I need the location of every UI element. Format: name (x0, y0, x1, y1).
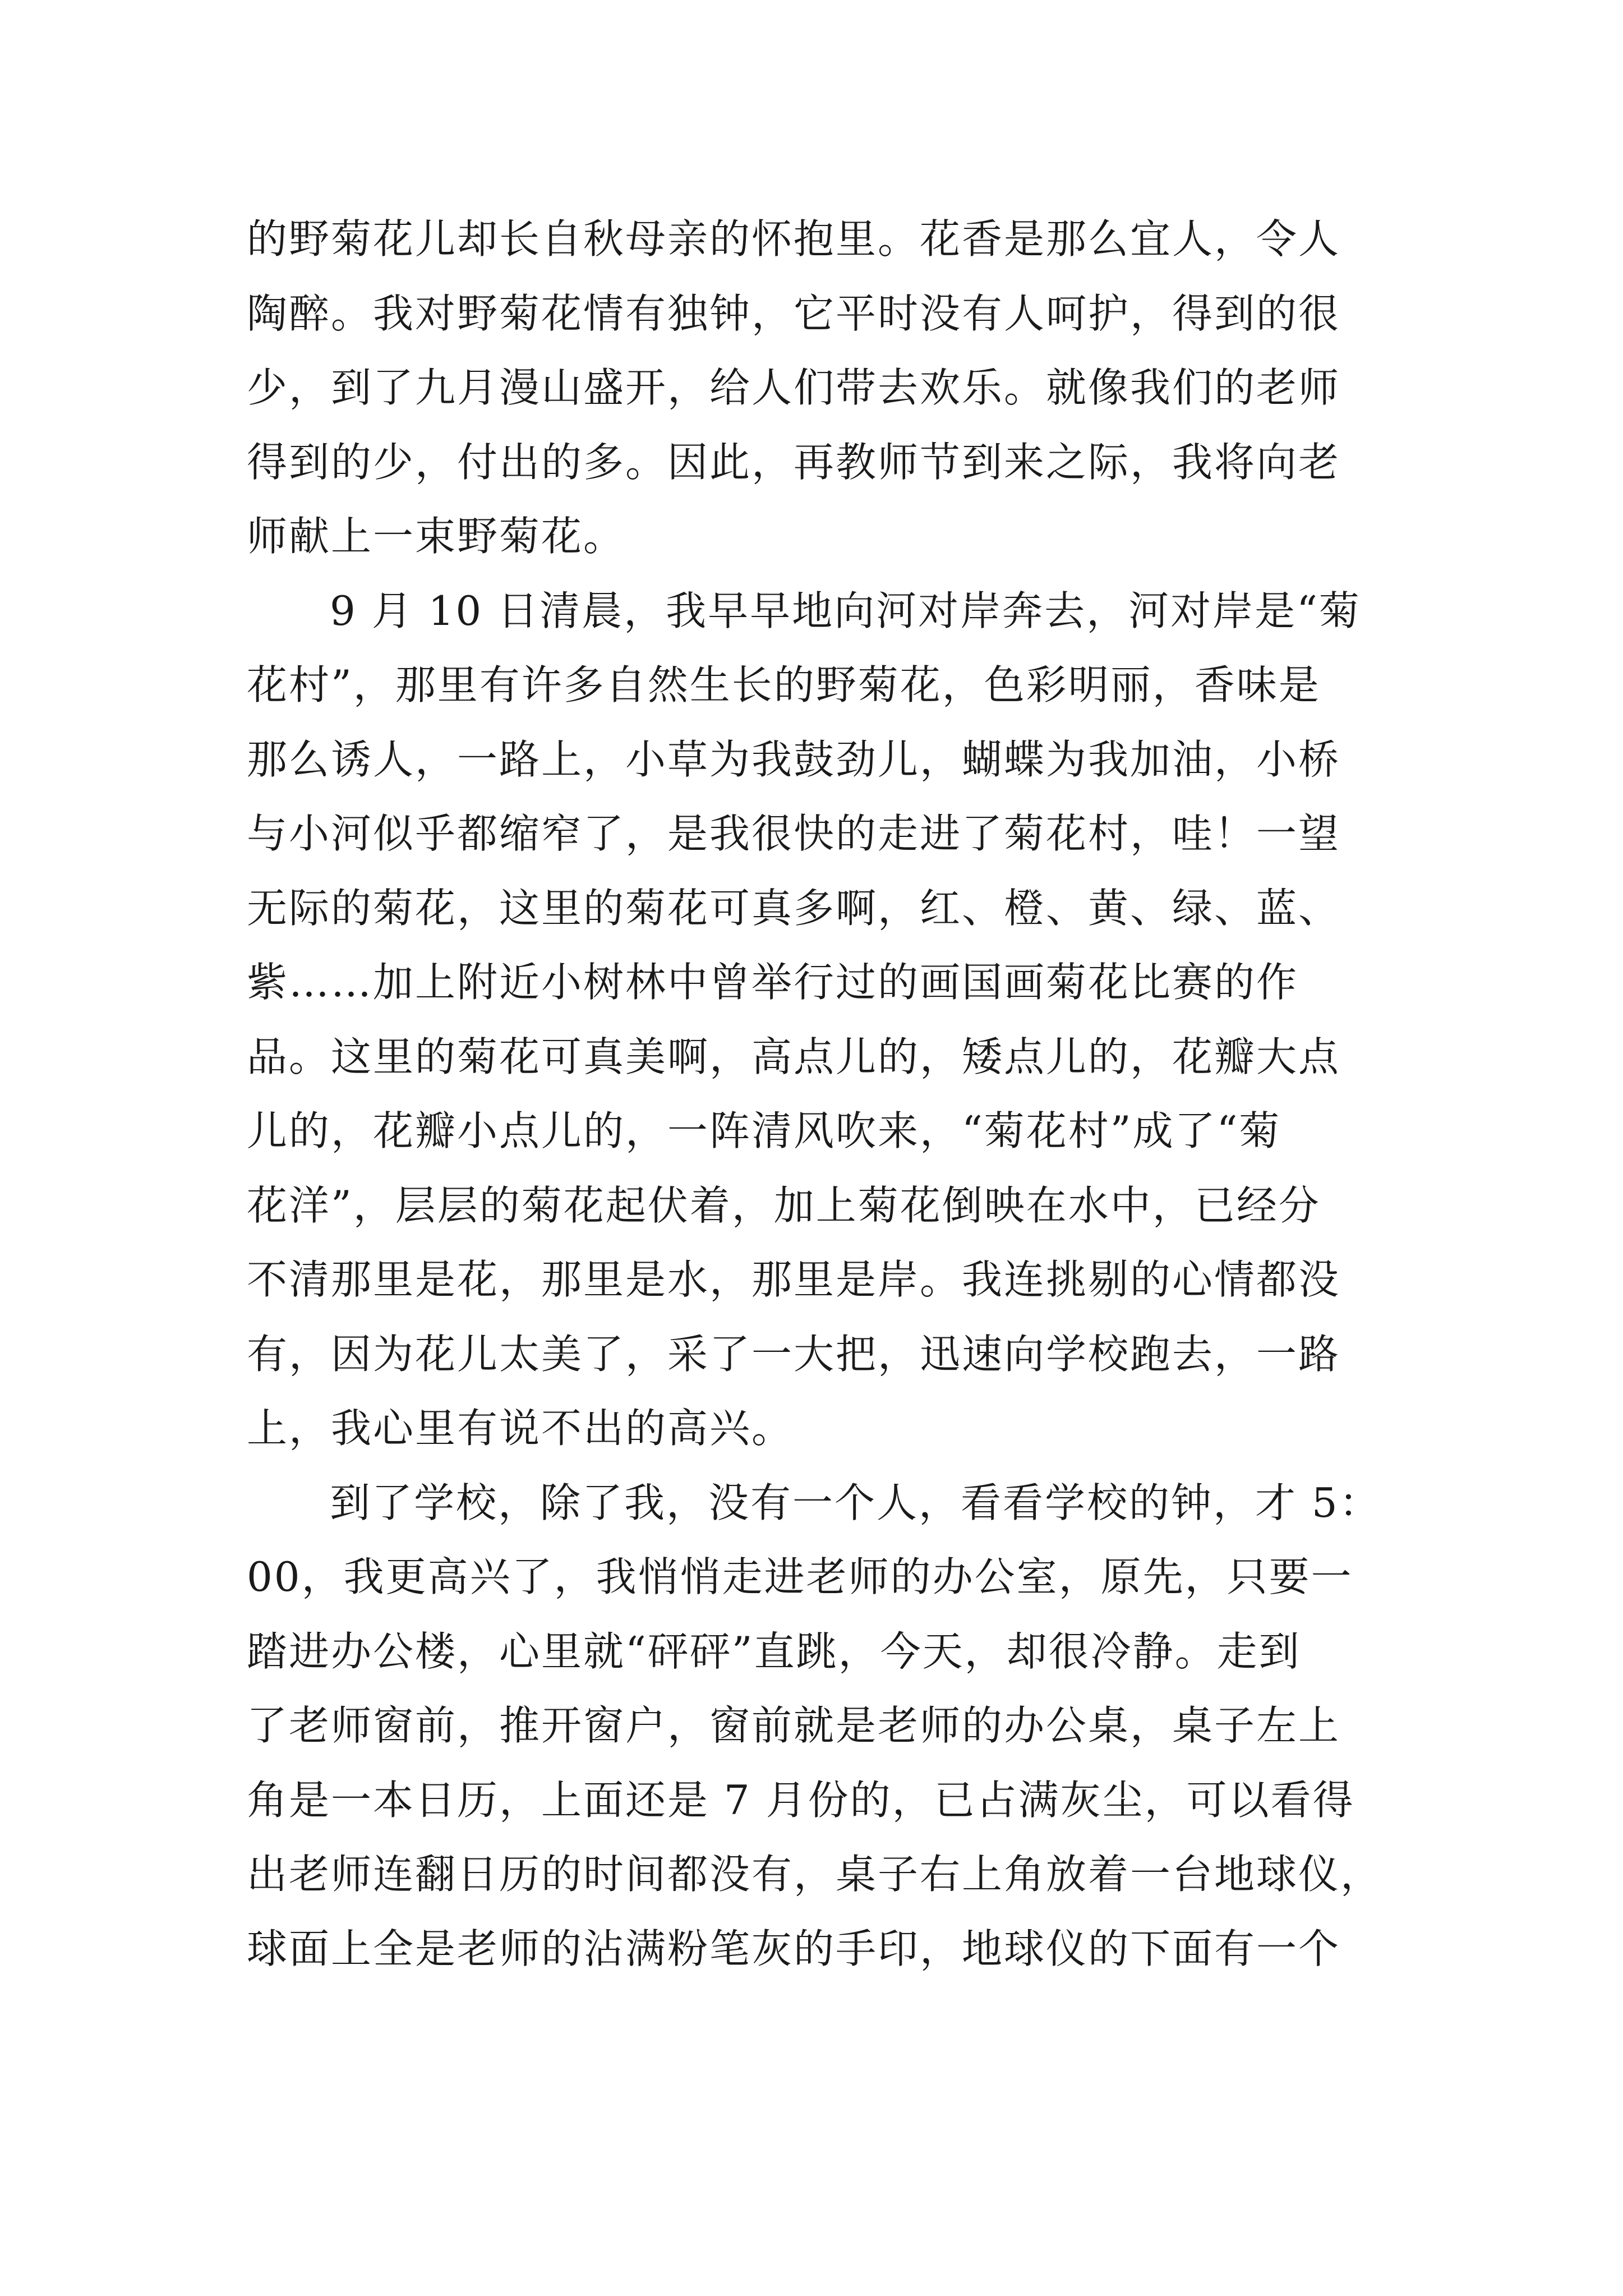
text-line: 不清那里是花，那里是水，那里是岸。我连挑剔的心情都没 (247, 1256, 1341, 1303)
text-line: 得到的少，付出的多。因此，再教师节到来之际，我将向老 (247, 438, 1341, 486)
text-line: 品。这里的菊花可真美啊，高点儿的，矮点儿的，花瓣大点 (247, 1033, 1341, 1080)
text-line: 角是一本日历，上面还是 7 月份的，已占满灰尘，可以看得 (247, 1776, 1355, 1824)
text-line: 有，因为花儿太美了，采了一大把，迅速向学校跑去，一路 (247, 1330, 1341, 1378)
text-line: 儿的，花瓣小点儿的，一阵清风吹来，“菊花村”成了“菊 (247, 1107, 1281, 1154)
text-line: 花洋”，层层的菊花起伏着，加上菊花倒映在水中，已经分 (247, 1181, 1321, 1229)
text-line: 少，到了九月漫山盛开，给人们带去欢乐。就像我们的老师 (247, 364, 1341, 411)
text-line: 了老师窗前，推开窗户，窗前就是老师的办公桌，桌子左上 (247, 1702, 1341, 1749)
text-line: 00，我更高兴了，我悄悄走进老师的办公室，原先，只要一 (247, 1553, 1353, 1600)
text-line: 陶醉。我对野菊花情有独钟，它平时没有人呵护，得到的很 (247, 289, 1341, 337)
text-line: 师献上一束野菊花。 (247, 513, 626, 560)
text-line: 紫……加上附近小树林中曾举行过的画国画菊花比赛的作 (247, 959, 1299, 1006)
text-line: 球面上全是老师的沾满粉笔灰的手印，地球仪的下面有一个 (247, 1925, 1341, 1972)
text-line: 那么诱人，一路上，小草为我鼓劲儿，蝴蝶为我加油，小桥 (247, 735, 1341, 783)
article-body (247, 202, 1383, 1986)
text-line: 9 月 10 日清晨，我早早地向河对岸奔去，河对岸是“菊 (330, 587, 1361, 634)
text-line: 踏进办公楼，心里就“砰砰”直跳，今天，却很冷静。走到 (247, 1627, 1301, 1675)
paragraph-1 (247, 202, 1380, 574)
text-line: 出老师连翻日历的时间都没有，桌子右上角放着一台地球仪， (247, 1851, 1383, 1898)
text-line: 到了学校，除了我，没有一个人，看看学校的钟，才 5： (330, 1479, 1381, 1526)
text-line: 的野菊花儿却长自秋母亲的怀抱里。花香是那么宜人，令人 (247, 215, 1341, 263)
text-line: 与小河似乎都缩窄了，是我很快的走进了菊花村，哇！一望 (247, 810, 1341, 857)
text-line: 花村”，那里有许多自然生长的野菊花，色彩明丽，香味是 (247, 661, 1321, 708)
text-line: 上，我心里有说不出的高兴。 (247, 1405, 794, 1452)
paragraph-3 (247, 1466, 1383, 1986)
paragraph-2 (247, 574, 1380, 1466)
text-line: 无际的菊花，这里的菊花可真多啊，红、橙、黄、绿、蓝、 (247, 884, 1341, 932)
